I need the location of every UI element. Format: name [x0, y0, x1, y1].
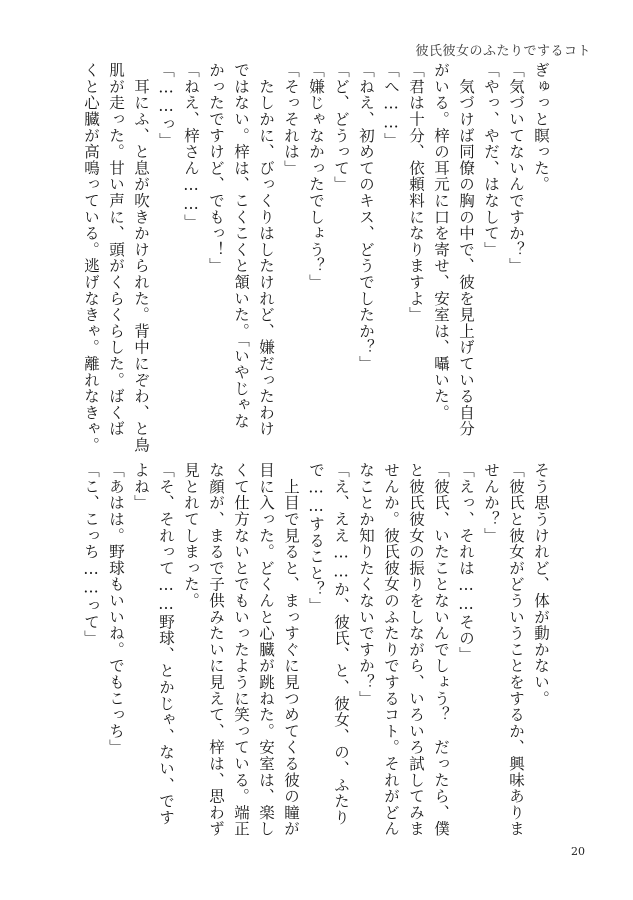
text-line: 「ねえ、初めてのキス、どうでしたか？」: [357, 62, 375, 372]
text-line: 「ど、どうって」: [332, 62, 350, 193]
page-number: 20: [571, 845, 585, 858]
text-line: 「えっ、それは……その」: [457, 462, 475, 663]
text-line: せんか。彼氏彼女のふたりでするコト。それがどん: [382, 462, 400, 837]
text-line: 「そ、それって……野球、とかじゃ、ない、です: [157, 462, 175, 826]
text-line: なことか知りたくないですか？」: [357, 462, 375, 707]
text-line: たしかに、びっくりはしたけれど、嫌だったわけ: [257, 62, 275, 437]
text-line: くて仕方ないとでもいったように笑っている。端正: [232, 462, 250, 837]
text-line: 気づけば同僚の胸の中で、彼を見上げている自分: [457, 62, 475, 437]
text-line: 肌が走った。甘い声に、頭がくらくらした。ばくば: [107, 62, 125, 437]
lower-text-block: [82, 462, 550, 852]
upper-text-block: [82, 62, 550, 454]
text-line: ではない。梓は、こくこくと頷いた。「いやじゃな: [232, 62, 250, 430]
text-line: ぎゅっと瞑った。: [532, 62, 550, 193]
text-line: 「そっそれは」: [282, 62, 300, 177]
text-line: 「こ、こっち……って」: [82, 462, 100, 647]
text-line: 「彼氏と彼女がどういうことをするか、興味ありま: [507, 462, 525, 837]
text-line: 「君は十分、依頼料になりますよ」: [407, 62, 425, 323]
running-header: 彼氏彼女のふたりでするコト: [415, 44, 591, 59]
text-line: 目に入った。どくんと心臓が跳ねた。安室は、楽し: [257, 462, 275, 837]
text-line: かったですけど、でもっ！」: [207, 62, 225, 274]
text-line: くと心臓が高鳴っている。逃げなきゃ。離れなきゃ。: [82, 62, 100, 454]
text-line: 「へ……」: [382, 62, 400, 149]
text-line: 「ねえ、梓さん……」: [182, 62, 200, 230]
text-line: 「やっ、やだ、はなして」: [482, 62, 500, 258]
text-line: 見とれてしまった。: [182, 462, 200, 609]
text-line: 耳にふ、と息が吹きかけられた。背中にぞわ、と鳥: [132, 62, 150, 454]
text-line: 「気づいてないんですか？」: [507, 62, 525, 274]
text-line: せんか？」: [482, 462, 500, 544]
text-line: そう思うけれど、体が動かない。: [532, 462, 550, 707]
text-line: 「……っ」: [157, 62, 175, 149]
text-line: がいる。梓の耳元に口を寄せ、安室は、囁いた。: [432, 62, 450, 421]
text-line: 「え、ええ……か、彼氏、と、彼女、の、ふたり: [332, 462, 350, 826]
text-line: 上目で見ると、まっすぐに見つめてくる彼の瞳が: [282, 462, 300, 837]
text-line: 「あはは。野球もいいね。でもこっち」: [107, 462, 125, 756]
text-line: で……すること？」: [307, 462, 325, 614]
text-line: と彼氏彼女の振りをしながら、いろいろ試してみま: [407, 462, 425, 837]
text-line: 「彼氏、いたことないんでしょう？ だったら、僕: [432, 462, 450, 837]
text-line: な顔が、まるで子供みたいに見えて、梓は、思わず: [207, 462, 225, 837]
text-line: よね」: [132, 462, 150, 511]
text-line: 「嫌じゃなかったでしょう？」: [307, 62, 325, 291]
